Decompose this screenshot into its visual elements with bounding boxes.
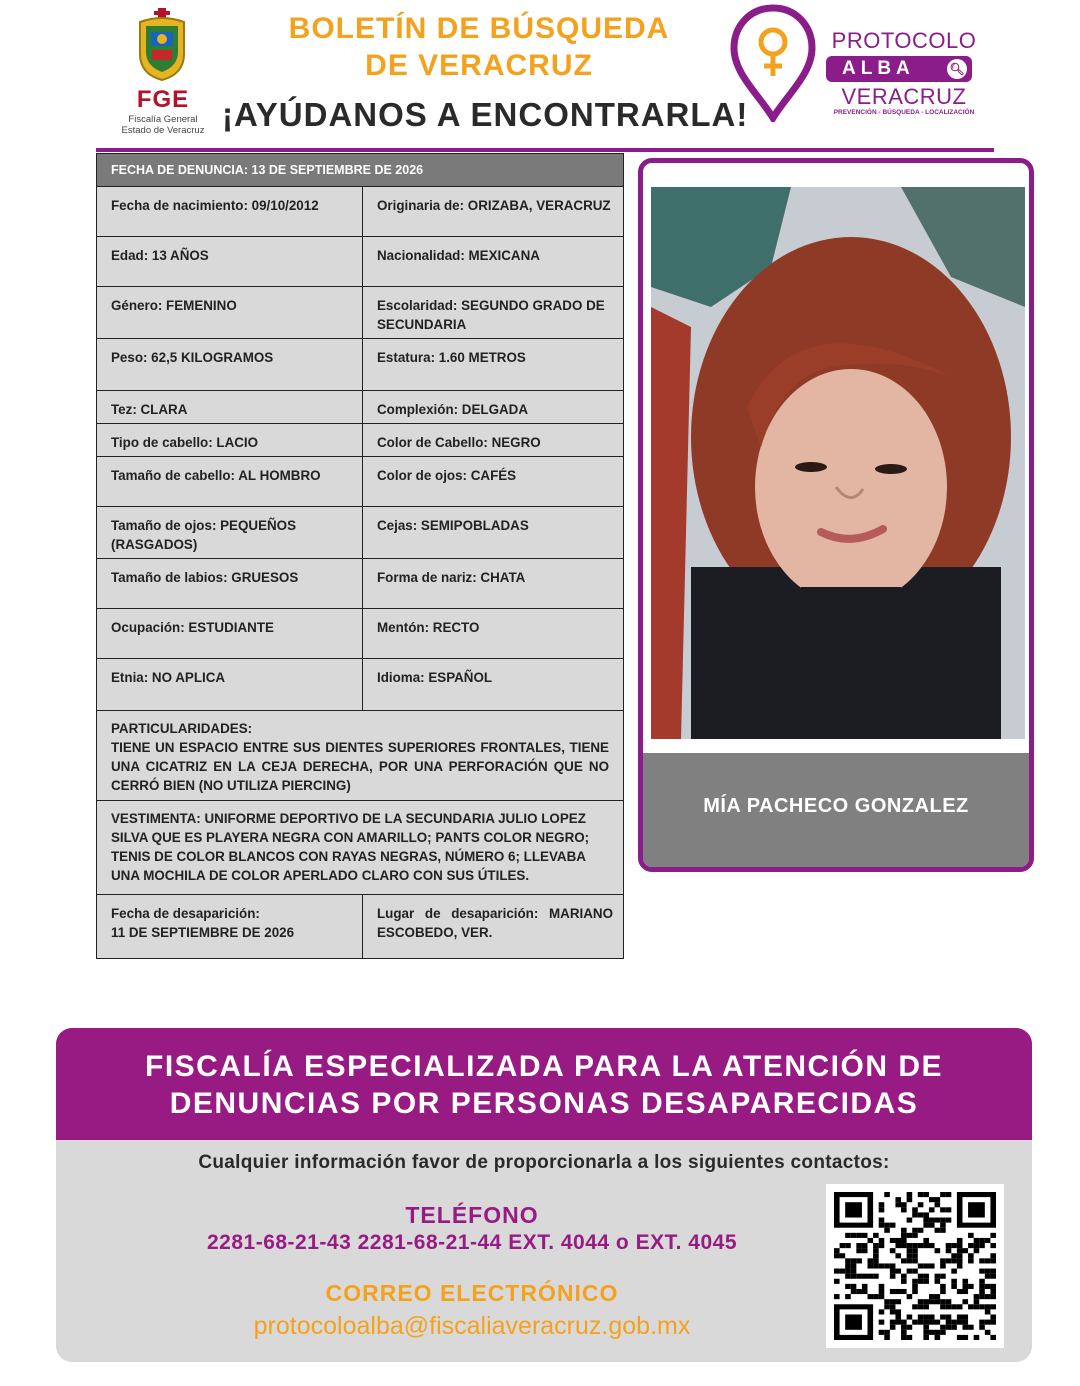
hair-length-cell: Tamaño de cabello: AL HOMBRO: [97, 457, 363, 506]
age-cell: Edad: 13 AÑOS: [97, 237, 363, 286]
build-cell: Complexión: DELGADA: [377, 402, 529, 417]
alba-veracruz-text: VERACRUZ: [841, 84, 967, 109]
eyebrows-cell: Cejas: SEMIPOBLADAS: [377, 518, 529, 533]
occupation-cell: Ocupación: ESTUDIANTE: [97, 609, 363, 658]
table-row: [97, 456, 623, 506]
fge-full-name: Fiscalía General Estado de Veracruz: [121, 114, 205, 136]
contact-footer: [56, 1028, 1032, 1362]
table-row: [97, 506, 623, 558]
alba-badge: ALBA 🔍︎: [826, 56, 972, 82]
email-address[interactable]: protocoloalba@fiscaliaveracruz.gob.mx: [253, 1312, 691, 1340]
particularities-text: TIENE UN ESPACIO ENTRE SUS DIENTES SUPERIORES FRONTALES, TIENE UNA CICATRIZ EN LA CEJA DERECHA, POR UNA PERFORACIÓN QUE NO CERRÓ BIEN (NO UTILIZA PIERCING): [111, 740, 609, 793]
height-cell: Estatura: 1.60 METROS: [377, 350, 526, 365]
person-name: MÍA PACHECO GONZALEZ: [703, 795, 969, 817]
complexion-tone-cell: Tez: CLARA: [97, 391, 363, 423]
report-date-row: FECHA DE DENUNCIA: 13 DE SEPTIEMBRE DE 2026: [97, 154, 623, 186]
table-row: [97, 894, 623, 958]
schooling-cell: Escolaridad: SEGUNDO GRADO DE SECUNDARIA: [377, 298, 605, 332]
protocolo-alba-logo: [730, 4, 990, 124]
alba-tagline: PREVENCIÓN - BÚSQUEDA - LOCALIZACIÓN: [833, 109, 975, 116]
header-divider: [96, 148, 994, 152]
qr-code-icon: [834, 1192, 996, 1340]
map-pin-female-icon: [730, 4, 816, 122]
person-data-table: [96, 153, 624, 959]
gender-cell: Género: FEMENINO: [97, 287, 363, 338]
phone-label: TELÉFONO: [405, 1202, 539, 1228]
bulletin-title: BOLETÍN DE BÚSQUEDA DE VERACRUZ: [288, 12, 670, 82]
weight-cell: Peso: 62,5 KILOGRAMOS: [97, 339, 363, 390]
bulletin-subtitle: ¡AYÚDANOS A ENCONTRARLA!: [222, 96, 749, 133]
table-row: [97, 338, 623, 390]
contact-instructions: Cualquier información favor de proporcionarla a los siguientes contactos:: [198, 1152, 890, 1173]
hair-type-cell: Tipo de cabello: LACIO: [97, 424, 363, 456]
language-cell: Idioma: ESPAÑOL: [377, 670, 493, 685]
prosecutor-band: [56, 1028, 1032, 1140]
eye-size-cell: Tamaño de ojos: PEQUEÑOS (RASGADOS): [97, 507, 363, 558]
eye-color-cell: Color de ojos: CAFÉS: [377, 468, 517, 483]
table-row: [97, 286, 623, 338]
person-name-bar: [643, 753, 1029, 872]
nose-shape-cell: Forma de nariz: CHATA: [377, 570, 526, 585]
table-row: [97, 236, 623, 286]
table-row: [97, 423, 623, 456]
table-row: [97, 658, 623, 710]
birth-date-cell: Fecha de nacimiento: 09/10/2012: [97, 187, 363, 236]
qr-code[interactable]: [826, 1184, 1004, 1348]
alba-protocolo-text: PROTOCOLO: [831, 28, 977, 53]
particularities-label: PARTICULARIDADES:: [111, 721, 253, 736]
prosecutor-office-title: FISCALÍA ESPECIALIZADA PARA LA ATENCIÓN DE DENUNCIAS POR PERSONAS DESAPARECIDAS: [145, 1050, 943, 1120]
table-row: [97, 558, 623, 608]
fge-logo: [108, 4, 218, 134]
phone-numbers: 2281-68-21-43 2281-68-21-44 EXT. 4044 o EXT. 4045: [206, 1231, 737, 1254]
hair-color-cell: Color de Cabello: NEGRO: [377, 435, 541, 450]
disappearance-date-cell: Fecha de desaparición: 11 DE SEPTIEMBRE DE 2026: [97, 895, 363, 958]
table-row: [97, 186, 623, 236]
origin-cell: Originaria de: ORIZABA, VERACRUZ: [377, 198, 611, 213]
photo-card: [638, 158, 1034, 872]
particularities-row: [97, 710, 623, 800]
ethnicity-cell: Etnia: NO APLICA: [97, 659, 363, 710]
search-icon: 🔍︎: [947, 59, 967, 79]
clothing-text: VESTIMENTA: UNIFORME DEPORTIVO DE LA SECUNDARIA JULIO LOPEZ SILVA QUE ES PLAYERA NEGRA CON AMARILLO; PANTS COLOR NEGRO; TENIS DE COLOR BLANCOS CON RAYAS NEGRAS, NÚMERO 6; LLEVABA UNA MOCHILA DE COLOR APERLADO CLARO CON SUS ÚTILES.: [111, 811, 590, 883]
disappearance-place-cell: Lugar de desaparición: MARIANO ESCOBEDO, VER.: [377, 906, 613, 940]
lips-size-cell: Tamaño de labios: GRUESOS: [97, 559, 363, 608]
email-label: CORREO ELECTRÓNICO: [325, 1280, 619, 1306]
missing-person-photo: [651, 187, 1025, 739]
clothing-row: [97, 800, 623, 894]
chin-cell: Mentón: RECTO: [377, 620, 480, 635]
nationality-cell: Nacionalidad: MEXICANA: [377, 248, 540, 263]
veracruz-coat-of-arms-icon: [134, 8, 190, 82]
fge-abbreviation: FGE: [136, 86, 190, 113]
table-row: [97, 608, 623, 658]
table-row: [97, 390, 623, 423]
